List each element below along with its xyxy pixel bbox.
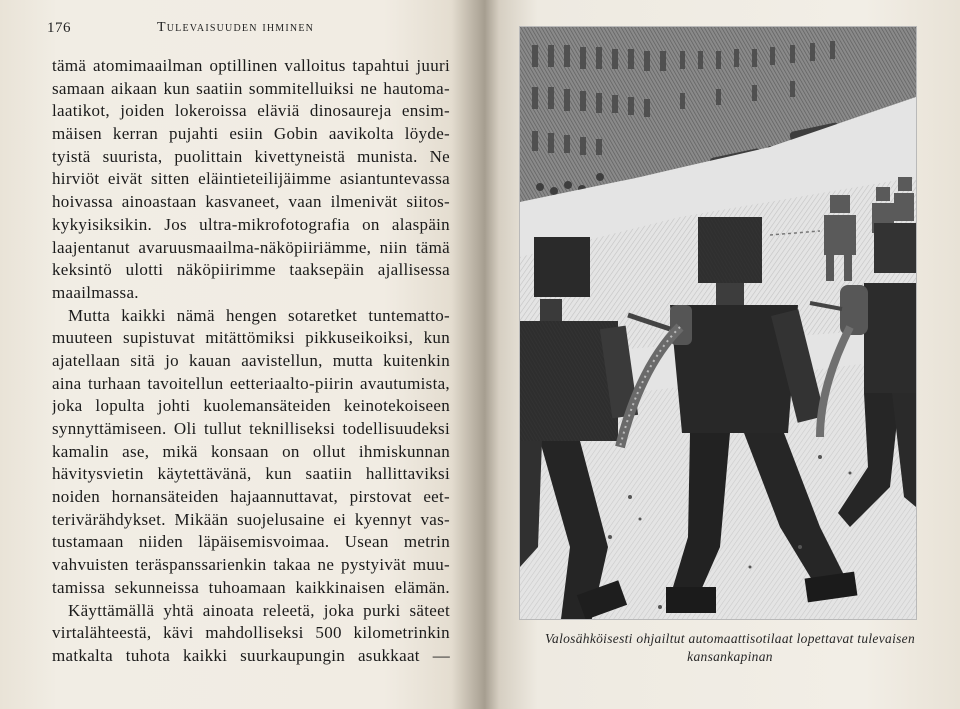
- text-line: vahvuisten teräspanssarienkin takaa ne pystyivät muu-: [52, 555, 450, 575]
- text-line: synnyttämiseen. Oli tullut teknilliseksi todellisuudeksi: [52, 419, 450, 438]
- text-line: samaan aikaan kun saatiin sommitelluiksi ne hautoma-: [52, 78, 450, 98]
- text-line: matkalta tuhota kaikki suurkaupungin asukkaat —: [52, 645, 450, 665]
- text-line: kykyisiksikin. Jos ultra-mikrofotografia on alaspäin: [52, 214, 450, 234]
- text-line: keksintö ulotti näköpiirimme taaksepäin ajallisessa: [52, 260, 450, 280]
- figure-caption: [520, 630, 940, 666]
- text-line: Käyttämällä yhtä ainoata releetä, joka purki säteet: [68, 600, 450, 620]
- text-line: maailmassa.: [52, 282, 139, 302]
- text-line: ajatellaan sitä jo kauan aavistellun, mutta kuitenkin: [52, 350, 450, 370]
- chapter-title: Tulevaisuuden ihminen: [157, 20, 315, 35]
- text-line: joka lopulta johti kuolemansäteiden keinotekoiseen: [52, 396, 450, 416]
- text-line: muuteen supistuvat mitättömiksi pikkuseikoiksi, kun: [52, 328, 450, 348]
- right-page: [490, 0, 960, 709]
- running-head: [47, 20, 457, 42]
- body-text: [52, 55, 450, 668]
- text-line: hoivassa ainoastaan kasvaneet, vaan ilmenivät siitos-: [52, 192, 450, 212]
- text-line: noiden hornansäteiden hajaannuttavat, pirstovat eet-: [52, 487, 450, 507]
- text-line: aina turhaan tavoitellun eetteriaalto-piirin avautumista,: [52, 373, 450, 393]
- illustration-drawing: [520, 27, 916, 619]
- text-line: tyistä suurista, puolittain kivettyneistä munista. Ne: [52, 146, 450, 166]
- text-line: tämä atomimaailman optillinen valloitus tapahtui juuri: [52, 56, 450, 75]
- caption-line: kansankapinan: [687, 649, 773, 664]
- text-line: terivärähdykset. Mikään suojelusaine ei kyennyt vas-: [52, 509, 450, 529]
- text-line: kamalin ase, mikä konsaan on ollut ihmiskunnan: [52, 441, 450, 461]
- robot-soldiers-illustration: [520, 27, 916, 619]
- caption-line: Valosähköisesti ohjailtut automaattisotilaat lopettavat tulevaisen: [544, 631, 916, 646]
- text-line: hävitysvietin käytettävänä, kun saatiin hallittaviksi: [52, 464, 450, 484]
- text-line: Mutta kaikki nämä hengen sotaretket tuntematto-: [68, 305, 450, 325]
- page-number: 176: [47, 20, 71, 36]
- text-line: virtalähteestä, kävi mahdolliseksi 500 kilometrinkin: [52, 623, 450, 643]
- text-line: mäisen kerran pujahti esiin Gobin aavikolta löyde-: [52, 124, 450, 144]
- text-line: tustamaan niiden läpäisemisvoimaa. Usean metrin: [52, 532, 450, 552]
- text-line: tamissa sekunneissa tuhoamaan kaikkinaisen elämän.: [52, 577, 450, 597]
- text-line: laajentanut avaruusmaailma-näköpiiriämme, niin tämä: [52, 237, 450, 257]
- text-line: laatikot, joiden lokeroissa eläviä dinosaureja ensim-: [52, 101, 450, 121]
- text-line: hirviöt eivät sitten eläintieteilijäimme asiantuntevassa: [52, 169, 450, 189]
